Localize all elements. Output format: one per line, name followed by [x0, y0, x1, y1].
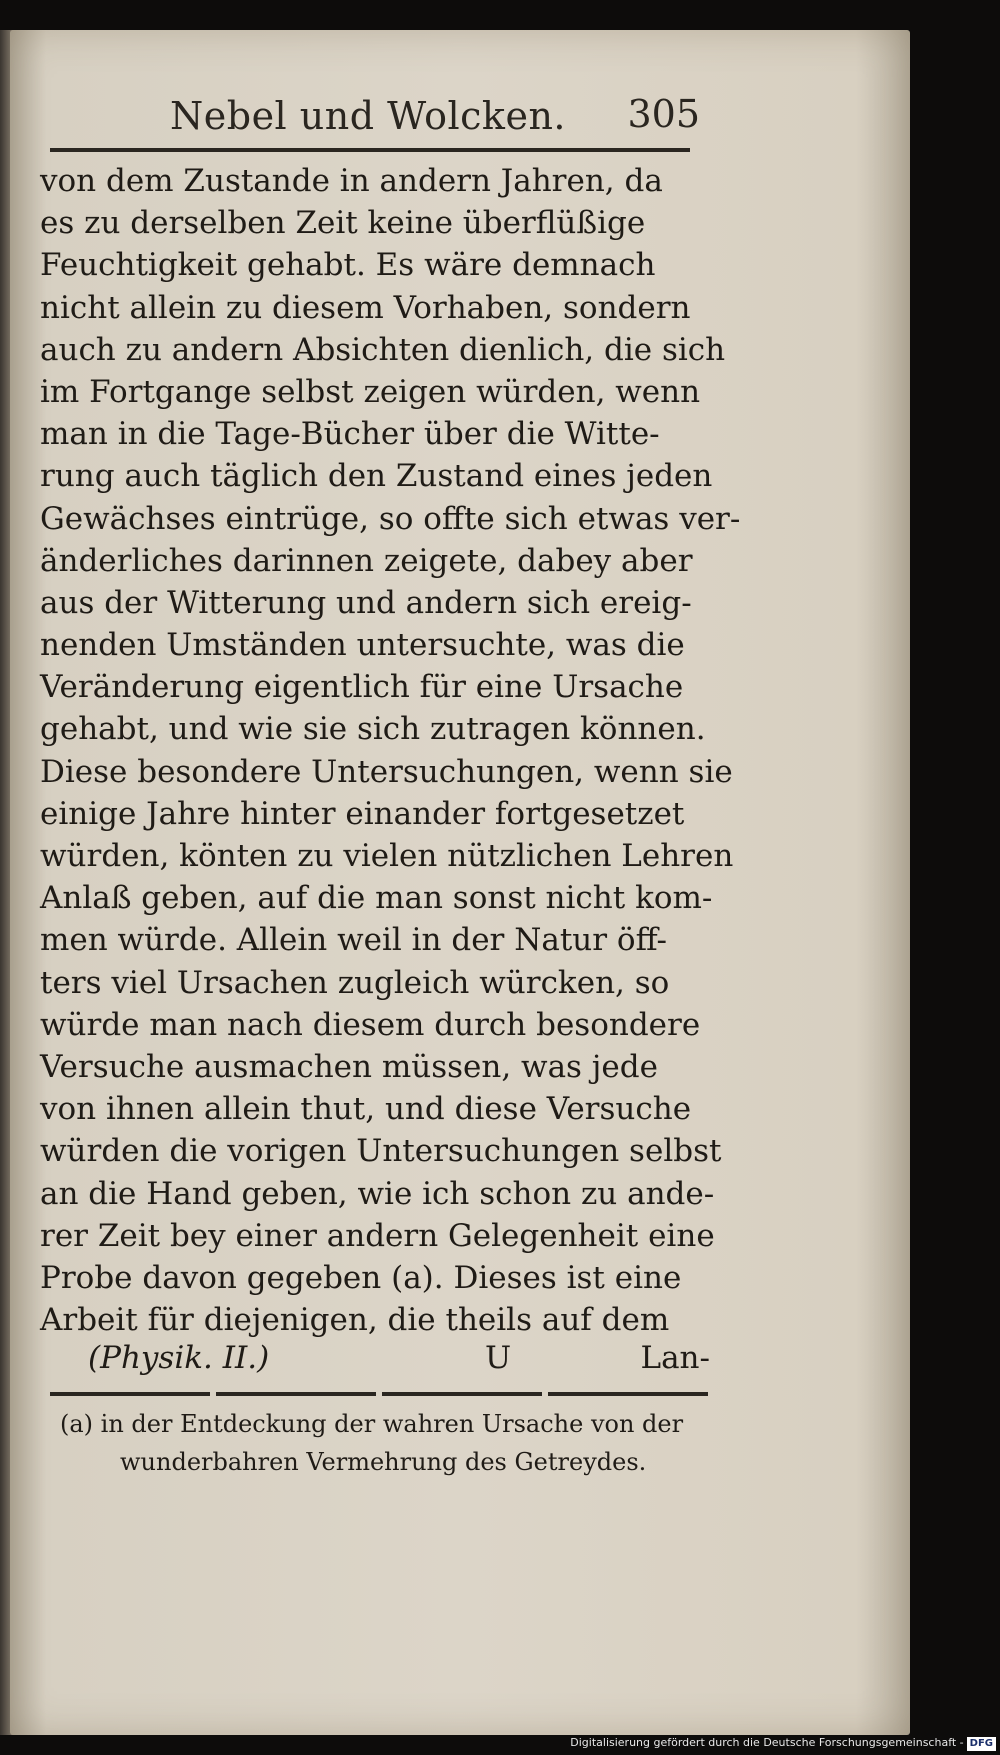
signature-mark: U — [485, 1340, 512, 1376]
text-line: Arbeit für diejenigen, die theils auf dem — [40, 1302, 670, 1339]
digitization-credit — [570, 1735, 996, 1751]
text-line: würde man nach diesem durch besondere — [40, 1006, 701, 1043]
text-line: einige Jahre hinter einander fortgesetzet — [40, 795, 685, 832]
text-line: von dem Zustande in andern Jahren, da — [40, 163, 663, 199]
text-line: würden die vorigen Untersuchungen selbst — [40, 1133, 722, 1170]
header-rule — [50, 148, 690, 152]
text-line: ters viel Ursachen zugleich würcken, so — [40, 964, 670, 1001]
dfg-logo: DFG — [967, 1737, 996, 1751]
footnote — [60, 1405, 720, 1481]
text-line: würden, könten zu vielen nützlichen Lehren — [40, 838, 734, 874]
text-line: Gewächses eintrüge, so offte sich etwas ver- — [40, 500, 741, 537]
catchword: Lan- — [640, 1340, 710, 1376]
text-line: an die Hand geben, wie ich schon zu ande- — [40, 1175, 715, 1212]
running-head-title: Nebel und Wolcken. — [170, 94, 566, 138]
credit-text: Digitalisierung gefördert durch die Deutsche Forschungsgemeinschaft - — [570, 1736, 964, 1749]
signature-line — [40, 1340, 710, 1384]
running-head — [60, 88, 700, 138]
text-line: rung auch täglich den Zustand eines jeden — [40, 458, 713, 495]
text-line: es zu derselben Zeit keine überflüßige — [40, 205, 646, 242]
text-line: men würde. Allein weil in der Natur öff- — [40, 922, 667, 959]
text-line: Anlaß geben, auf die man sonst nicht kom- — [40, 880, 713, 917]
text-line: Versuche ausmachen müssen, was jede — [40, 1048, 658, 1085]
body-text — [40, 160, 741, 1341]
text-line: nicht allein zu diesem Vorhaben, sondern — [40, 289, 691, 326]
text-line: gehabt, und wie sie sich zutragen können. — [40, 711, 706, 748]
footnote-line: (a) in der Entdeckung der wahren Ursache von der — [60, 1410, 684, 1438]
text-line: Diese besondere Untersuchungen, wenn sie — [40, 753, 733, 790]
text-line: auch zu andern Absichten dienlich, die sich — [40, 331, 726, 368]
text-line: rer Zeit bey einer andern Gelegenheit eine — [40, 1217, 715, 1254]
text-line: nenden Umständen untersuchte, was die — [40, 627, 685, 664]
text-line: im Fortgange selbst zeigen würden, wenn — [40, 373, 701, 410]
text-line: von ihnen allein thut, und diese Versuche — [40, 1091, 692, 1128]
signature-label: (Physik. II.) — [88, 1340, 270, 1376]
text-line: Probe davon gegeben (a). Dieses ist eine — [40, 1259, 682, 1296]
text-line: man in die Tage-Bücher über die Witte- — [40, 416, 660, 453]
text-line: Veränderung eigentlich für eine Ursache — [40, 669, 684, 706]
text-line: Feuchtigkeit gehabt. Es wäre demnach — [40, 247, 656, 284]
page-number: 305 — [627, 92, 700, 136]
footnote-line: wunderbahren Vermehrung des Getreydes. — [120, 1448, 647, 1476]
footnote-rule — [50, 1392, 710, 1396]
text-line: änderliches darinnen zeigete, dabey aber — [40, 542, 693, 579]
text-line: aus der Witterung und andern sich ereig- — [40, 584, 692, 621]
